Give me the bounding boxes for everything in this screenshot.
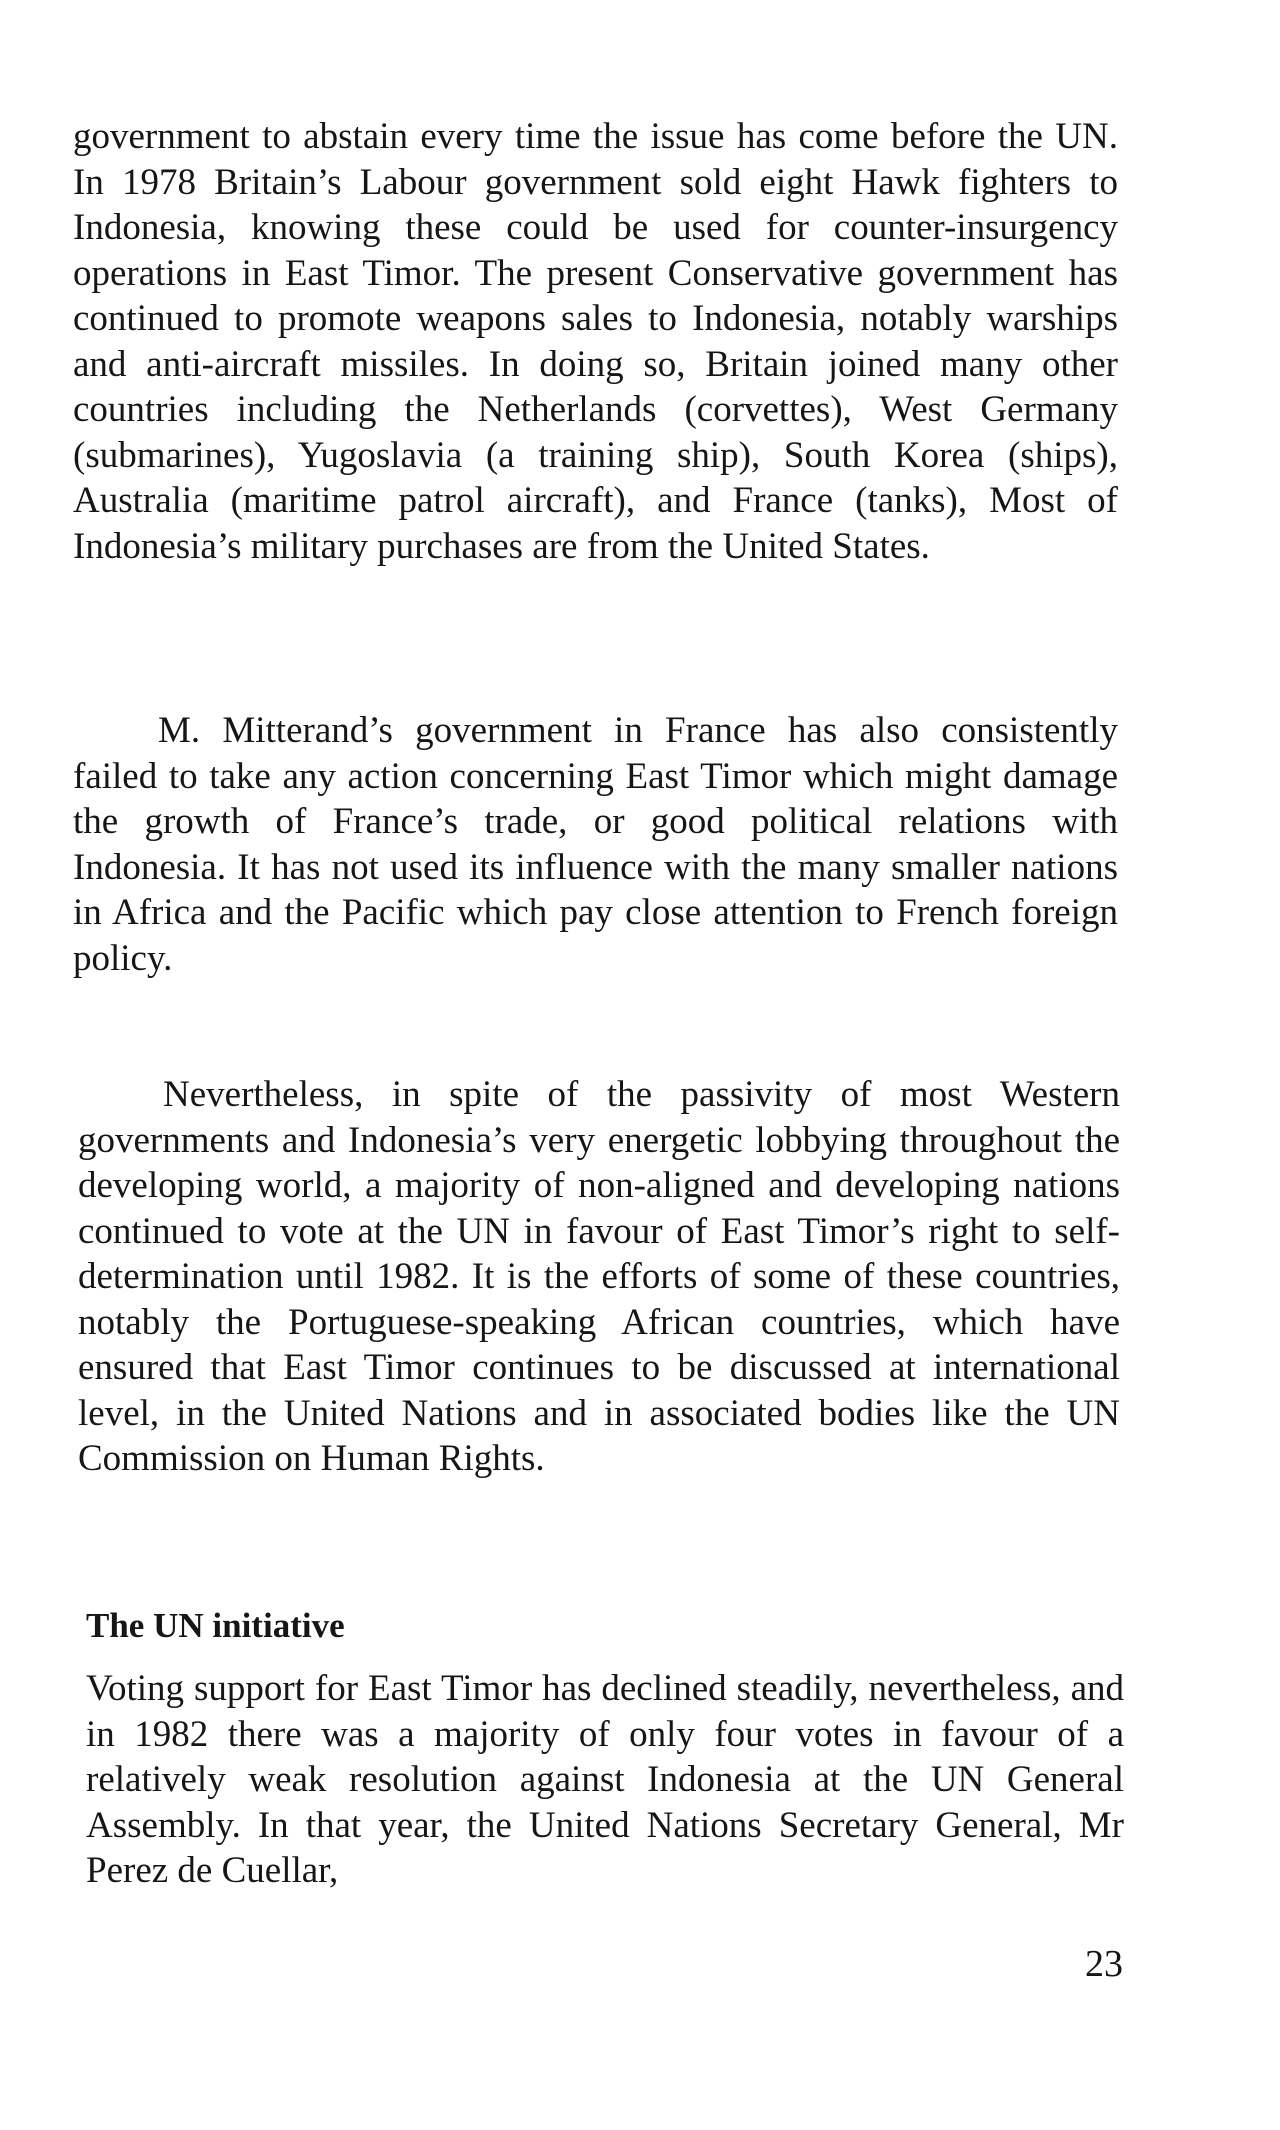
paragraph-text: Nevertheless, in spite of the passivity of most Western governments and Indonesia’s very energetic lobbying throughout the developing world, a majority of non-aligned and developing nations continued to vote at the UN in favour of East Timor’s right to self-determination until 1982. It is the efforts of some of these countries, notably the Portuguese-speaking African countries, which have ensured that East Timor continues to be discussed at international level, in the United Nations and in associated bodies like the UN Commission on Human Rights. bbox=[78, 1074, 1120, 1479]
paragraph-text: Voting support for East Timor has declined steadily, nevertheless, and in 1982 there was a majority of only four votes in favour of a relatively weak resolution against Indonesia at the UN General Assembly. In that year, the United Nations Secretary General, Mr Perez de Cuellar, bbox=[86, 1668, 1124, 1891]
paragraph-france bbox=[73, 708, 1118, 981]
paragraph-un-initiative bbox=[86, 1666, 1124, 1894]
paragraph-non-aligned bbox=[78, 1072, 1120, 1482]
page-number: 23 bbox=[1085, 1943, 1123, 1985]
paragraph-text: M. Mitterand’s government in France has also consistently failed to take any action concerning East Timor which might damage the growth of France’s trade, or good political relations with Indonesia. It has not used its influence with the many smaller nations in Africa and the Pacific which pay close attention to French foreign policy. bbox=[73, 710, 1118, 979]
section-heading: The UN initiative bbox=[86, 1606, 345, 1645]
paragraph-text: government to abstain every time the issue has come before the UN. In 1978 Britain’s Labour government sold eight Hawk fighters to Indonesia, knowing these could be used for counter-insurgency operations in East Timor. The present Conservative government has continued to promote weapons sales to Indonesia, notably warships and anti-aircraft missiles. In doing so, Britain joined many other countries including the Netherlands (corvettes), West Germany (submarines), Yugoslavia (a training ship), South Korea (ships), Australia (maritime patrol aircraft), and France (tanks), Most of Indonesia’s military purchases are from the United States. bbox=[73, 116, 1118, 567]
paragraph-arms-sales bbox=[73, 114, 1118, 569]
